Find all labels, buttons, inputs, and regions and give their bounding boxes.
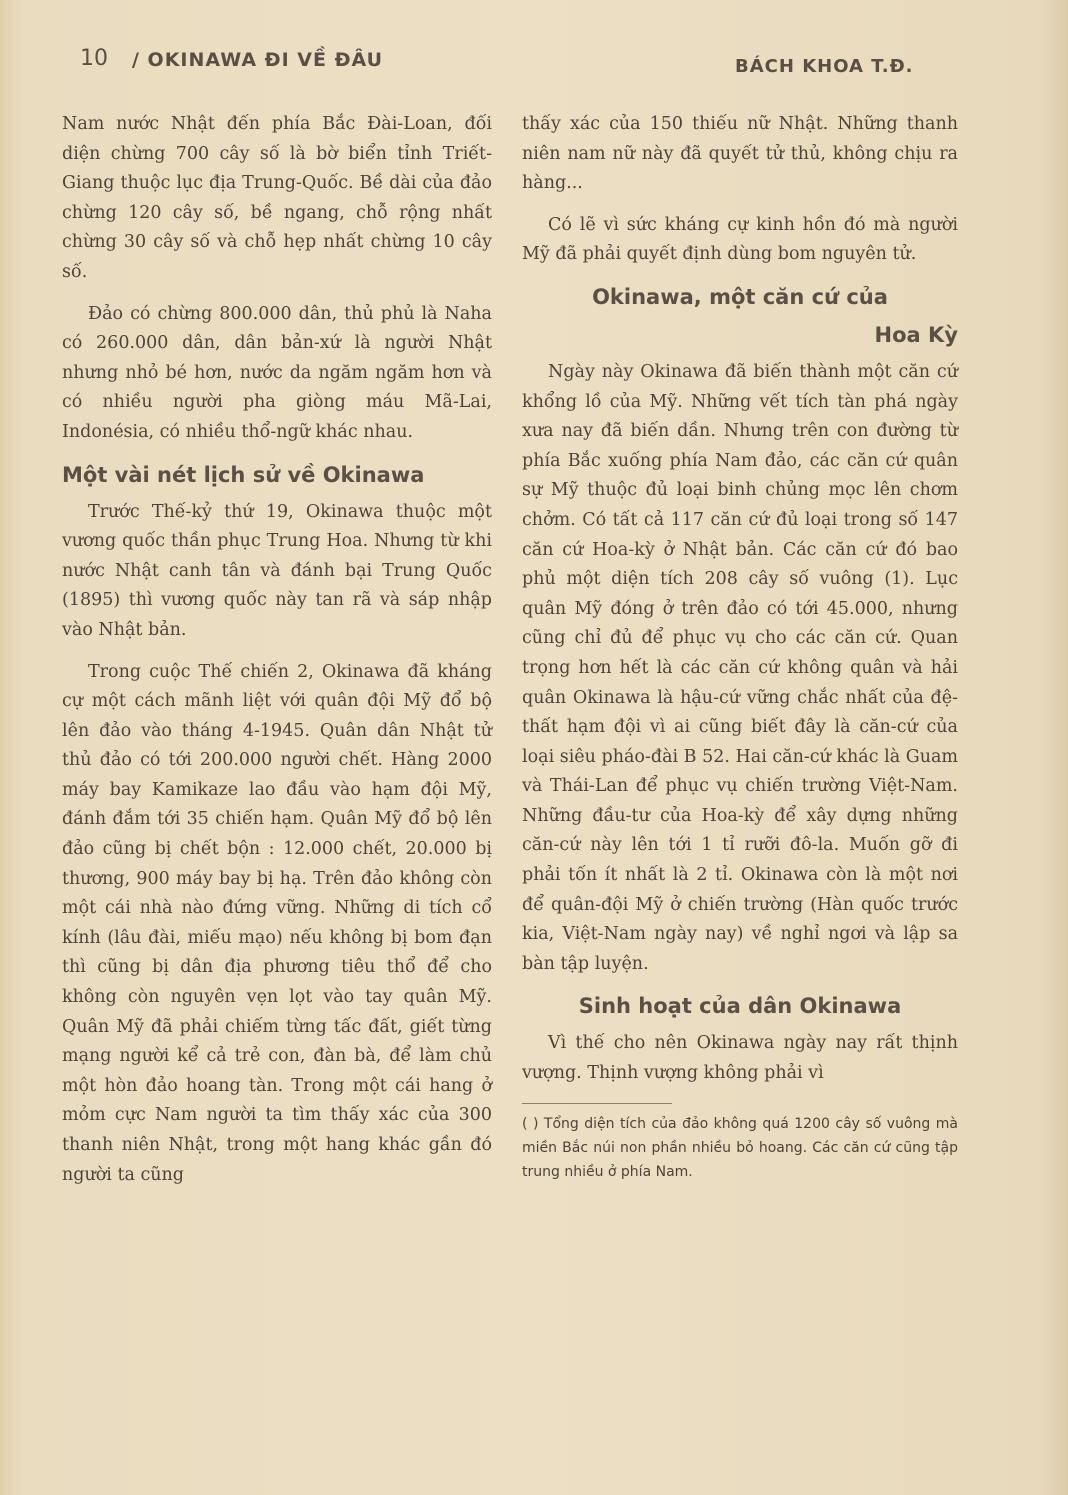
section-heading-line: Hoa Kỳ	[874, 322, 958, 347]
paragraph: Đảo có chừng 800.000 dân, thủ phủ là Naha có 260.000 dân, dân bản-xứ là người Nhật nhưng nhỏ bé hơn, nước da ngăm ngăm hơn và có nhiều người pha giòng máu Mã-Lai, Indonésia, có nhiều thổ-ngữ khác nhau.	[62, 303, 492, 442]
section-heading: Một vài nét lịch sử về Okinawa	[62, 462, 425, 487]
right-column	[522, 110, 958, 1196]
section-heading	[522, 320, 958, 350]
paragraph: Trong cuộc Thế chiến 2, Okinawa đã kháng cự một cách mãnh liệt với quân đội Mỹ đổ bộ lên đảo vào tháng 4-1945. Quân dân Nhật tử thủ đảo có tới 200.000 người chết. Hàng 2000 máy bay Kamikaze lao đầu vào hạm đội Mỹ, đánh đắm tới 35 chiến hạm. Quân Mỹ đổ bộ lên đảo cũng bị chết bộn : 12.000 chết, 20.000 bị thương, 900 máy bay bị hạ. Trên đảo không còn một cái nhà nào đứng vững. Những di tích cổ kính (lâu đài, miếu mạo) nếu không bị bom đạn thì cũng bị dân địa phương tiêu thổ để cho không còn nguyên vẹn lọt vào tay quân Mỹ. Quân Mỹ đã phải chiếm từng tấc đất, giết từng mạng người kể cả trẻ con, đàn bà, để làm chủ một hòn đảo hoang tàn. Trong một cái hang ở mỏm cực Nam người ta tìm thấy xác của 300 thanh niên Nhật, trong một hang khác gần đó người ta cũng	[62, 661, 492, 1185]
paragraph: Có lẽ vì sức kháng cự kinh hồn đó mà người Mỹ đã phải quyết định dùng bom nguyên tử.	[522, 214, 958, 265]
footnote-divider	[522, 1103, 672, 1104]
footnote: ( ) Tổng diện tích của đảo không quá 1200 cây số vuông mà miền Bắc núi non phần nhiều bỏ hoang. Các căn cứ cũng tập trung nhiều ở phía Nam.	[522, 1115, 958, 1180]
section-heading-line: Okinawa, một căn cứ của	[592, 284, 888, 309]
paragraph: Trước Thế-kỷ thứ 19, Okinawa thuộc một vương quốc thần phục Trung Hoa. Nhưng từ khi nước Nhật canh tân và đánh bại Trung Quốc (1895) thì vương quốc này tan rã và sáp nhập vào Nhật bản.	[62, 501, 492, 640]
left-column	[62, 110, 492, 1202]
page-header	[0, 46, 1068, 80]
paragraph: thấy xác của 150 thiếu nữ Nhật. Những thanh niên nam nữ này đã quyết tử thủ, không chịu ra hàng...	[522, 114, 958, 194]
page-number: 10	[80, 46, 108, 71]
paragraph: Nam nước Nhật đến phía Bắc Đài-Loan, đối diện chừng 700 cây số là bờ biển tỉnh Triết-Giang thuộc lục địa Trung-Quốc. Bề dài của đảo chừng 120 cây số, bề ngang, chỗ rộng nhất chừng 30 cây số và chỗ hẹp nhất chừng 10 cây số.	[62, 114, 492, 282]
paragraph: Vì thế cho nên Okinawa ngày nay rất thịnh vượng. Thịnh vượng không phải vì	[522, 1033, 958, 1084]
section-heading	[522, 282, 958, 312]
paragraph: Ngày này Okinawa đã biến thành một căn cứ khổng lồ của Mỹ. Những vết tích tàn phá ngày xưa nay đã biến dần. Nhưng trên con đường từ phía Bắc xuống phía Nam đảo, các căn cứ quân sự Mỹ thuộc đủ loại binh chủng mọc lên chơm chởm. Có tất cả 117 căn cứ đủ loại trong số 147 căn cứ Hoa-kỳ ở Nhật bản. Các căn cứ đó bao phủ một diện tích 208 cây số vuông (1). Lục quân Mỹ đóng ở trên đảo có tới 45.000, nhưng cũng chỉ đủ để phục vụ cho các căn cứ. Quan trọng hơn hết là các căn cứ không quân và hải quân Okinawa là hậu-cứ vững chắc nhất của đệ-thất hạm đội vì ai cũng biết đây là căn-cứ của loại siêu pháo-đài B 52. Hai căn-cứ khác là Guam và Thái-Lan để phục vụ chiến trường Việt-Nam. Những đầu-tư của Hoa-kỳ để xây dựng những căn-cứ này lên tới 1 tỉ rưỡi đô-la. Muốn gỡ đi phải tốn ít nhất là 2 tỉ. Okinawa còn là một nơi để quân-đội Mỹ ở chiến trường (Hàn quốc trước kia, Việt-Nam ngày nay) về nghỉ ngơi và lập sa bàn tập luyện.	[522, 361, 958, 974]
magazine-name: BÁCH KHOA T.Đ.	[735, 56, 914, 77]
section-heading: Sinh hoạt của dân Okinawa	[578, 994, 902, 1019]
running-title: / OKINAWA ĐI VỀ ĐÂU	[132, 49, 384, 71]
